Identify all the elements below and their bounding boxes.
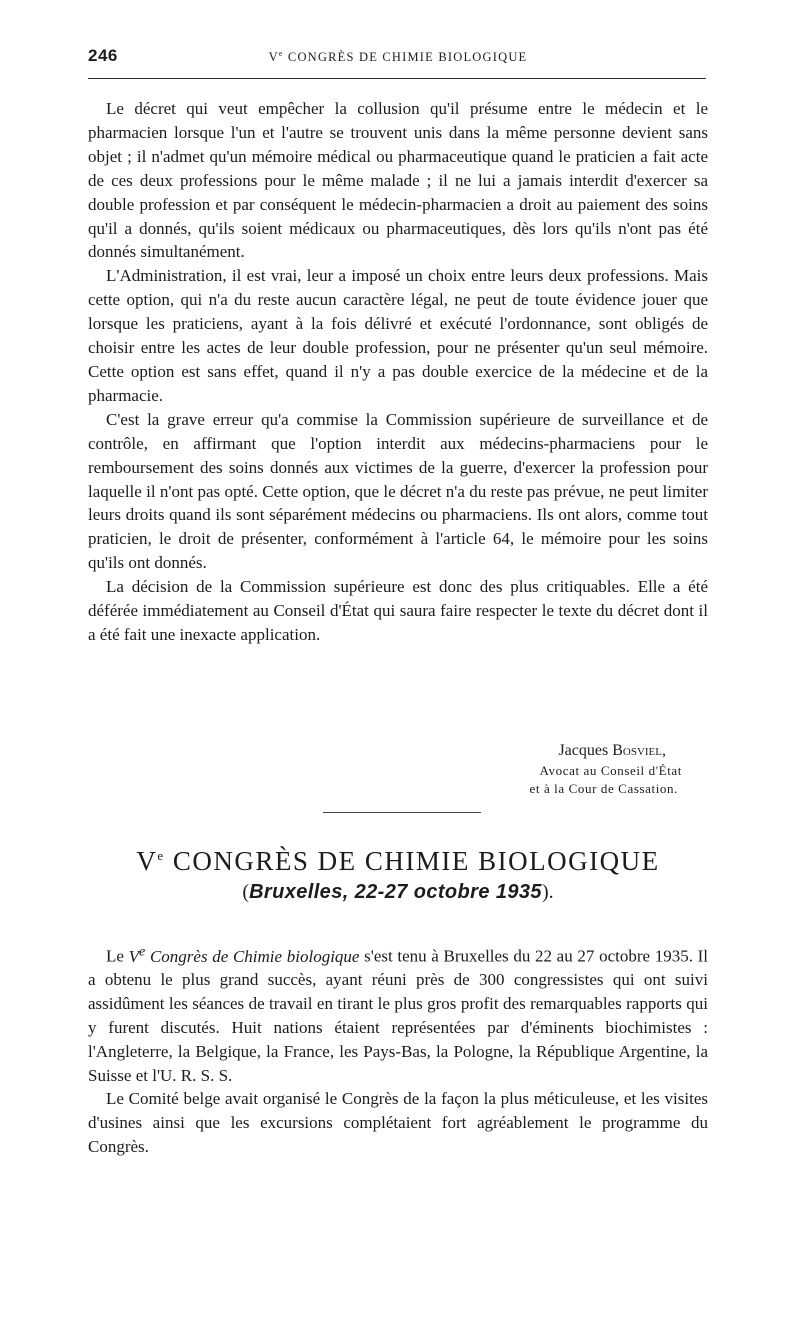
article-paragraph: La décision de la Commission supérieure est donc des plus critiquables. Elle a été déférée immédiatement au Conseil d'État qui saura faire respecter le texte du décret dont il a été fait une inexacte application. <box>88 577 708 644</box>
report-paragraph: Le Comité belge avait organisé le Congrès de la façon la plus méticuleuse, et les visites d'usines ainsi que les excursions complétaient fort agréablement le programme du Congrès. <box>88 1089 708 1157</box>
article-paragraph: Le décret qui veut empêcher la collusion qu'il présume entre le médecin et le pharmacien lorsque l'un et l'autre se trouvent unis dans la même personne devient sans objet ; il n'admet qu'un mémoire médical ou pharmaceutique quand le praticien a fait acte de ces deux professions pour le même malade ; il ne lui a jamais interdit d'exercer sa double profession et par conséquent le médecin-pharmacien a droit au paiement des soins qu'il a donnés, qu'ils soient médicaux ou pharmaceutiques, dès lors qu'ils n'ont pas été donnés simultanément. <box>88 99 708 262</box>
article-paragraph: L'Administration, il est vrai, leur a imposé un choix entre leurs deux professions. Mais cette option, qui n'a du reste aucun caractère légal, ne peut de toute évidence jouer que lorsque les praticiens, ayant à la fois délivré et exécuté l'ordonnance, sont obligés de choisir entre les actes de leur double profession, pour ne présenter qu'un seul mémoire. Cette option est sans effet, quand il n'y a pas double exercice de la médecine et de la pharmacie. <box>88 266 708 405</box>
author-title: Avocat au Conseil d'État <box>539 763 682 778</box>
running-title: Ve CONGRÈS DE CHIMIE BIOLOGIQUE <box>268 49 528 65</box>
article-paragraph: C'est la grave erreur qu'a commise la Commission supérieure de surveillance et de contrôle, en affirmant que l'option interdit aux médecins-pharmaciens pour le remboursement des soins donnés aux victimes de la guerre, d'exercer la profession pour laquelle il n'ont pas opté. Cette option, que le décret n'a du reste pas prévue, ne peut limiter leurs droits quand ils sont séparément médecins ou pharmaciens. Ils ont alors, comme tout praticien, le droit de présenter, conformément à l'article 64, le mémoire pour les soins qu'ils ont donnés. <box>88 409 708 573</box>
page-number: 246 <box>88 46 118 65</box>
report-body <box>88 940 708 1159</box>
author-affiliation: et à la Cour de Cassation. <box>529 781 678 796</box>
section-subtitle: (Bruxelles, 22-27 octobre 1935). <box>242 881 554 903</box>
section-divider <box>323 812 481 813</box>
section-title: Ve CONGRÈS DE CHIMIE BIOLOGIQUE <box>136 846 660 876</box>
running-head <box>88 44 708 70</box>
author-name: Jacques Bosviel, <box>558 742 666 759</box>
report-paragraph: Le Ve Congrès de Chimie biologique s'est tenu à Bruxelles du 22 au 27 octobre 1935. Il a obtenu le plus grand succès, ayant réuni près de 300 congressistes qui ont suivi assidûment les séances de travail en tirant le plus gros profit des remarquables rapports qui y furent discutés. Huit nations étaient représentées par d'éminents biochimistes : l'Angleterre, la Belgique, la France, les Pays-Bas, la Pologne, la République Argentine, la Suisse et l'U. R. S. S. <box>88 943 709 1085</box>
header-rule <box>88 78 706 79</box>
article-body <box>88 97 708 647</box>
signature-block <box>450 740 710 798</box>
